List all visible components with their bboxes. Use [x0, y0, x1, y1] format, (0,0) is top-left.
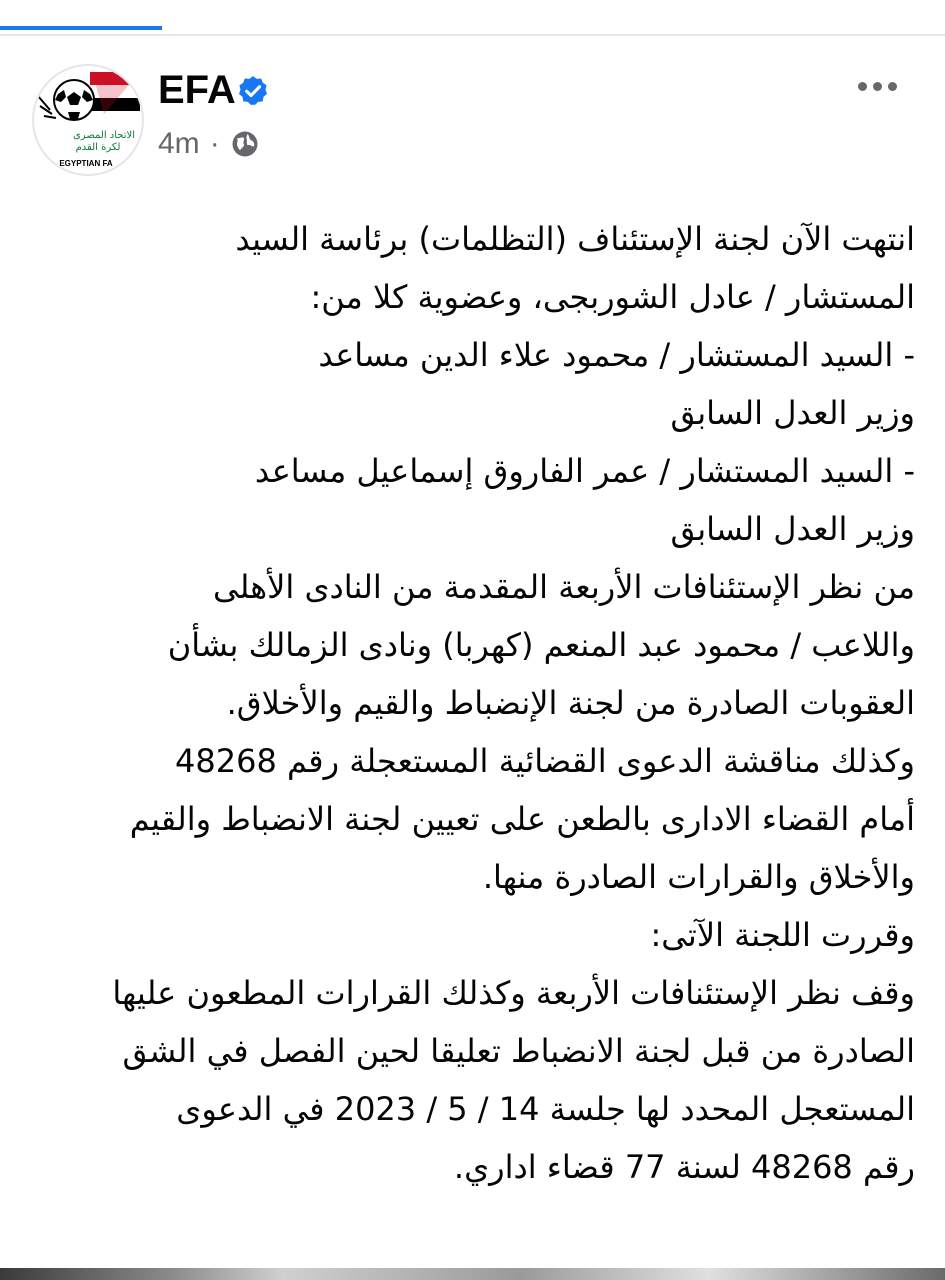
member-name: - السيد المستشار / عمر الفاروق إسماعيل — [356, 452, 915, 490]
top-bar — [0, 0, 945, 36]
post-line: والأخلاق والقرارات الصادرة منها. — [482, 858, 915, 896]
member-title: مساعد — [318, 336, 410, 374]
post-line: المستعجل المحدد لها جلسة 14 / 5 / 2023 في الدعوى — [176, 1090, 915, 1128]
post-line: الصادرة من قبل لجنة الانضباط تعليقا لحين الفصل في الشق — [122, 1032, 915, 1070]
verified-badge-icon — [236, 74, 270, 108]
svg-text:EGYPTIAN FA: EGYPTIAN FA — [59, 159, 113, 168]
dot-icon — [888, 82, 897, 91]
svg-text:لكرة القدم: لكرة القدم — [75, 142, 121, 153]
meta-separator: · — [209, 127, 220, 160]
post-line: واللاعب / محمود عبد المنعم (كهربا) ونادى الزمالك بشأن — [167, 626, 915, 664]
more-options-button[interactable] — [853, 68, 901, 104]
dot-icon — [858, 82, 867, 91]
avatar[interactable] — [32, 64, 144, 176]
member-line — [30, 326, 915, 384]
post-meta — [158, 124, 260, 164]
member-title: مساعد — [254, 452, 347, 490]
post-line: وزير العدل السابق — [670, 510, 915, 548]
post-line: انتهت الآن لجنة الإستئناف (التظلمات) برئاسة السيد — [235, 220, 915, 258]
active-tab-indicator — [0, 26, 162, 30]
svg-text:الاتحاد المصرى: الاتحاد المصرى — [72, 130, 136, 141]
post-line: رقم 48268 لسنة 77 قضاء اداري. — [453, 1148, 915, 1186]
post-header — [0, 34, 945, 184]
post-line: من نظر الإستئنافات الأربعة المقدمة من النادى الأهلى — [213, 568, 915, 606]
post-line: وقررت اللجنة الآتى: — [650, 916, 915, 954]
post-line: العقوبات الصادرة من لجنة الإنضباط والقيم والأخلاق. — [226, 684, 915, 722]
efa-logo-icon — [34, 66, 142, 174]
page-name[interactable]: EFA — [158, 68, 236, 112]
globe-icon[interactable] — [230, 129, 260, 159]
post-text — [30, 210, 915, 1196]
post-line: وكذلك مناقشة الدعوى القضائية المستعجلة رقم 48268 — [175, 742, 915, 780]
member-line — [30, 442, 915, 500]
dot-icon — [873, 82, 882, 91]
member-name: - السيد المستشار / محمود علاء الدين — [419, 336, 915, 374]
post-line: أمام القضاء الادارى بالطعن على تعيين لجنة الانضباط والقيم — [129, 800, 915, 838]
attached-image-edge[interactable] — [0, 1268, 945, 1280]
post-line: وقف نظر الإستئنافات الأربعة وكذلك القرارات المطعون عليها — [112, 974, 915, 1012]
post-line: المستشار / عادل الشوربجى، وعضوية كلا من: — [310, 278, 915, 316]
post-timestamp[interactable]: 4m — [158, 127, 200, 160]
post-line: وزير العدل السابق — [670, 394, 915, 432]
